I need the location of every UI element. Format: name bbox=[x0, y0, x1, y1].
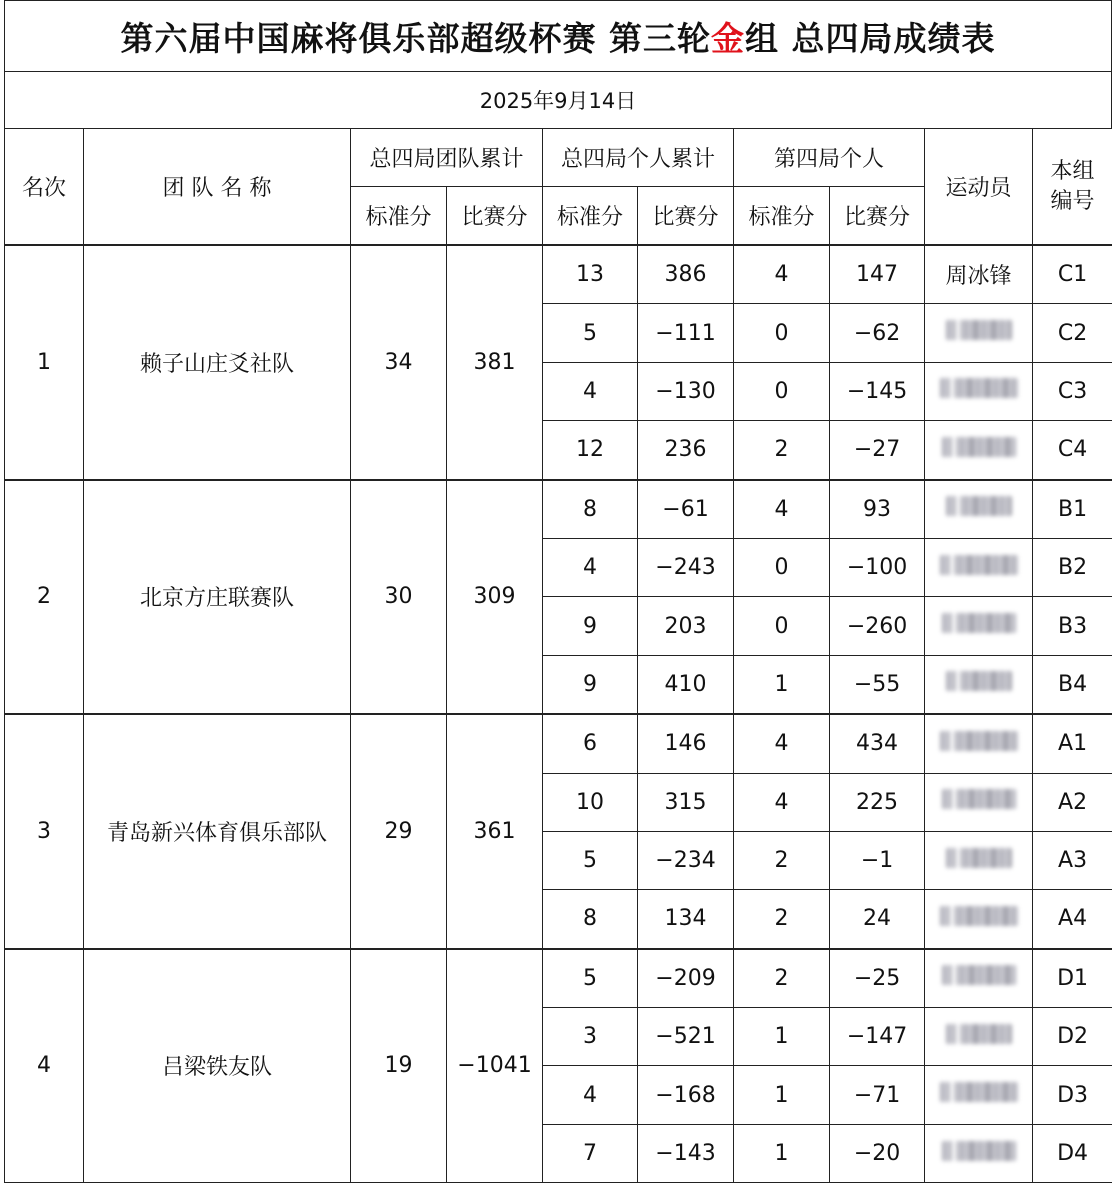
team-std-cell: 19 bbox=[351, 949, 447, 1183]
title-suffix: 组 总四局成绩表 bbox=[745, 18, 996, 58]
r4-std-cell: 4 bbox=[734, 773, 830, 831]
header-team-total: 总四局团队累计 bbox=[351, 129, 543, 187]
r4-match-cell: −25 bbox=[830, 949, 925, 1008]
indiv-match-cell: −168 bbox=[638, 1066, 734, 1124]
rank-cell: 4 bbox=[5, 949, 84, 1183]
indiv-match-cell: 410 bbox=[638, 655, 734, 714]
player-code-cell: B3 bbox=[1033, 597, 1112, 655]
table-row bbox=[5, 714, 1112, 773]
sheet-date: 2025年9月14日 bbox=[4, 71, 1112, 128]
indiv-match-cell: 386 bbox=[638, 245, 734, 304]
indiv-match-cell: −521 bbox=[638, 1008, 734, 1066]
indiv-match-cell: 236 bbox=[638, 421, 734, 480]
indiv-std-cell: 9 bbox=[543, 597, 638, 655]
redacted-name-blur bbox=[940, 906, 1018, 926]
r4-std-cell: 0 bbox=[734, 597, 830, 655]
rank-cell: 3 bbox=[5, 714, 84, 949]
player-name-cell bbox=[925, 714, 1033, 773]
redacted-name-blur bbox=[942, 965, 1016, 985]
player-code-cell: D1 bbox=[1033, 949, 1112, 1008]
indiv-std-cell: 13 bbox=[543, 245, 638, 304]
team-name-cell: 赖子山庄爻社队 bbox=[84, 245, 351, 480]
redacted-name-blur bbox=[946, 1024, 1012, 1044]
redacted-name-blur bbox=[942, 613, 1016, 633]
header-team-std: 标准分 bbox=[351, 187, 447, 246]
redacted-name-blur bbox=[940, 1082, 1018, 1102]
header-indiv-std: 标准分 bbox=[543, 187, 638, 246]
team-std-cell: 29 bbox=[351, 714, 447, 949]
player-code-cell: A3 bbox=[1033, 831, 1112, 889]
indiv-std-cell: 10 bbox=[543, 773, 638, 831]
r4-match-cell: −147 bbox=[830, 1008, 925, 1066]
player-name-cell bbox=[925, 362, 1033, 420]
r4-match-cell: 147 bbox=[830, 245, 925, 304]
header-round4: 第四局个人 bbox=[734, 129, 925, 187]
redacted-name-blur bbox=[942, 437, 1016, 457]
player-name-cell bbox=[925, 538, 1033, 596]
indiv-std-cell: 6 bbox=[543, 714, 638, 773]
r4-match-cell: −145 bbox=[830, 362, 925, 420]
player-code-cell: C4 bbox=[1033, 421, 1112, 480]
r4-match-cell: 225 bbox=[830, 773, 925, 831]
r4-std-cell: 2 bbox=[734, 421, 830, 480]
header-indiv-match: 比赛分 bbox=[638, 187, 734, 246]
indiv-match-cell: −243 bbox=[638, 538, 734, 596]
indiv-match-cell: −143 bbox=[638, 1124, 734, 1182]
r4-std-cell: 1 bbox=[734, 1008, 830, 1066]
redacted-name-blur bbox=[946, 496, 1012, 516]
r4-match-cell: −62 bbox=[830, 304, 925, 362]
r4-std-cell: 2 bbox=[734, 831, 830, 889]
r4-match-cell: −260 bbox=[830, 597, 925, 655]
player-name-cell bbox=[925, 421, 1033, 480]
header-code-label: 本组编号 bbox=[1050, 158, 1095, 214]
player-name-cell bbox=[925, 1066, 1033, 1124]
r4-match-cell: 24 bbox=[830, 890, 925, 949]
r4-std-cell: 0 bbox=[734, 538, 830, 596]
team-std-cell: 34 bbox=[351, 245, 447, 480]
r4-match-cell: −1 bbox=[830, 831, 925, 889]
player-code-cell: A4 bbox=[1033, 890, 1112, 949]
r4-std-cell: 2 bbox=[734, 890, 830, 949]
indiv-match-cell: −209 bbox=[638, 949, 734, 1008]
r4-match-cell: −27 bbox=[830, 421, 925, 480]
player-code-cell: D3 bbox=[1033, 1066, 1112, 1124]
player-code-cell: D2 bbox=[1033, 1008, 1112, 1066]
player-name-cell bbox=[925, 597, 1033, 655]
player-code-cell: A2 bbox=[1033, 773, 1112, 831]
team-name-cell: 吕梁铁友队 bbox=[84, 949, 351, 1183]
table-row bbox=[5, 245, 1112, 304]
player-name-cell bbox=[925, 304, 1033, 362]
team-match-cell: 309 bbox=[447, 480, 543, 715]
r4-std-cell: 1 bbox=[734, 1066, 830, 1124]
team-std-cell: 30 bbox=[351, 480, 447, 715]
r4-std-cell: 2 bbox=[734, 949, 830, 1008]
player-code-cell: B1 bbox=[1033, 480, 1112, 539]
player-name-cell bbox=[925, 480, 1033, 539]
redacted-name-blur bbox=[942, 789, 1016, 809]
results-body bbox=[5, 245, 1112, 1183]
results-table bbox=[4, 128, 1112, 1183]
indiv-std-cell: 8 bbox=[543, 890, 638, 949]
r4-match-cell: −100 bbox=[830, 538, 925, 596]
player-code-cell: B4 bbox=[1033, 655, 1112, 714]
player-code-cell: A1 bbox=[1033, 714, 1112, 773]
r4-std-cell: 1 bbox=[734, 1124, 830, 1182]
indiv-std-cell: 3 bbox=[543, 1008, 638, 1066]
indiv-std-cell: 8 bbox=[543, 480, 638, 539]
team-match-cell: 381 bbox=[447, 245, 543, 480]
indiv-std-cell: 5 bbox=[543, 304, 638, 362]
player-code-cell: C1 bbox=[1033, 245, 1112, 304]
indiv-match-cell: −111 bbox=[638, 304, 734, 362]
header-code bbox=[1033, 129, 1112, 246]
redacted-name-blur bbox=[940, 555, 1018, 575]
redacted-name-blur bbox=[942, 1141, 1016, 1161]
player-name-cell bbox=[925, 831, 1033, 889]
indiv-std-cell: 5 bbox=[543, 831, 638, 889]
indiv-match-cell: −61 bbox=[638, 480, 734, 539]
r4-match-cell: −20 bbox=[830, 1124, 925, 1182]
player-code-cell: C3 bbox=[1033, 362, 1112, 420]
indiv-match-cell: −130 bbox=[638, 362, 734, 420]
r4-std-cell: 4 bbox=[734, 480, 830, 539]
player-name-cell bbox=[925, 1008, 1033, 1066]
r4-std-cell: 0 bbox=[734, 362, 830, 420]
player-code-cell: C2 bbox=[1033, 304, 1112, 362]
player-name-cell bbox=[925, 1124, 1033, 1182]
player-name-cell bbox=[925, 773, 1033, 831]
header-indiv-total: 总四局个人累计 bbox=[543, 129, 734, 187]
player-name-cell bbox=[925, 890, 1033, 949]
r4-std-cell: 4 bbox=[734, 245, 830, 304]
rank-cell: 2 bbox=[5, 480, 84, 715]
indiv-match-cell: 203 bbox=[638, 597, 734, 655]
indiv-match-cell: 146 bbox=[638, 714, 734, 773]
team-match-cell: −1041 bbox=[447, 949, 543, 1183]
r4-match-cell: 434 bbox=[830, 714, 925, 773]
indiv-std-cell: 7 bbox=[543, 1124, 638, 1182]
header-team: 团 队 名 称 bbox=[84, 129, 351, 246]
player-name-cell bbox=[925, 655, 1033, 714]
player-name-cell bbox=[925, 949, 1033, 1008]
indiv-std-cell: 9 bbox=[543, 655, 638, 714]
r4-match-cell: −55 bbox=[830, 655, 925, 714]
table-row bbox=[5, 949, 1112, 1008]
table-row bbox=[5, 480, 1112, 539]
player-code-cell: B2 bbox=[1033, 538, 1112, 596]
indiv-std-cell: 12 bbox=[543, 421, 638, 480]
r4-std-cell: 0 bbox=[734, 304, 830, 362]
header-r4-std: 标准分 bbox=[734, 187, 830, 246]
indiv-std-cell: 5 bbox=[543, 949, 638, 1008]
r4-match-cell: 93 bbox=[830, 480, 925, 539]
indiv-match-cell: 315 bbox=[638, 773, 734, 831]
player-code-cell: D4 bbox=[1033, 1124, 1112, 1182]
redacted-name-blur bbox=[946, 848, 1012, 868]
indiv-match-cell: 134 bbox=[638, 890, 734, 949]
header-r4-match: 比赛分 bbox=[830, 187, 925, 246]
r4-std-cell: 4 bbox=[734, 714, 830, 773]
r4-match-cell: −71 bbox=[830, 1066, 925, 1124]
indiv-std-cell: 4 bbox=[543, 1066, 638, 1124]
team-match-cell: 361 bbox=[447, 714, 543, 949]
player-name-cell: 周冰锋 bbox=[925, 245, 1033, 304]
title-highlight: 金 bbox=[711, 18, 745, 58]
indiv-std-cell: 4 bbox=[543, 538, 638, 596]
r4-std-cell: 1 bbox=[734, 655, 830, 714]
redacted-name-blur bbox=[946, 320, 1012, 340]
redacted-name-blur bbox=[940, 378, 1018, 398]
sheet-title bbox=[4, 0, 1112, 71]
indiv-std-cell: 4 bbox=[543, 362, 638, 420]
title-prefix: 第六届中国麻将俱乐部超级杯赛 第三轮 bbox=[120, 18, 711, 58]
rank-cell: 1 bbox=[5, 245, 84, 480]
redacted-name-blur bbox=[940, 731, 1018, 751]
header-player: 运动员 bbox=[925, 129, 1033, 246]
team-name-cell: 北京方庄联赛队 bbox=[84, 480, 351, 715]
indiv-match-cell: −234 bbox=[638, 831, 734, 889]
score-sheet bbox=[4, 0, 1112, 1183]
header-rank: 名次 bbox=[5, 129, 84, 246]
redacted-name-blur bbox=[946, 671, 1012, 691]
header-team-match: 比赛分 bbox=[447, 187, 543, 246]
team-name-cell: 青岛新兴体育俱乐部队 bbox=[84, 714, 351, 949]
